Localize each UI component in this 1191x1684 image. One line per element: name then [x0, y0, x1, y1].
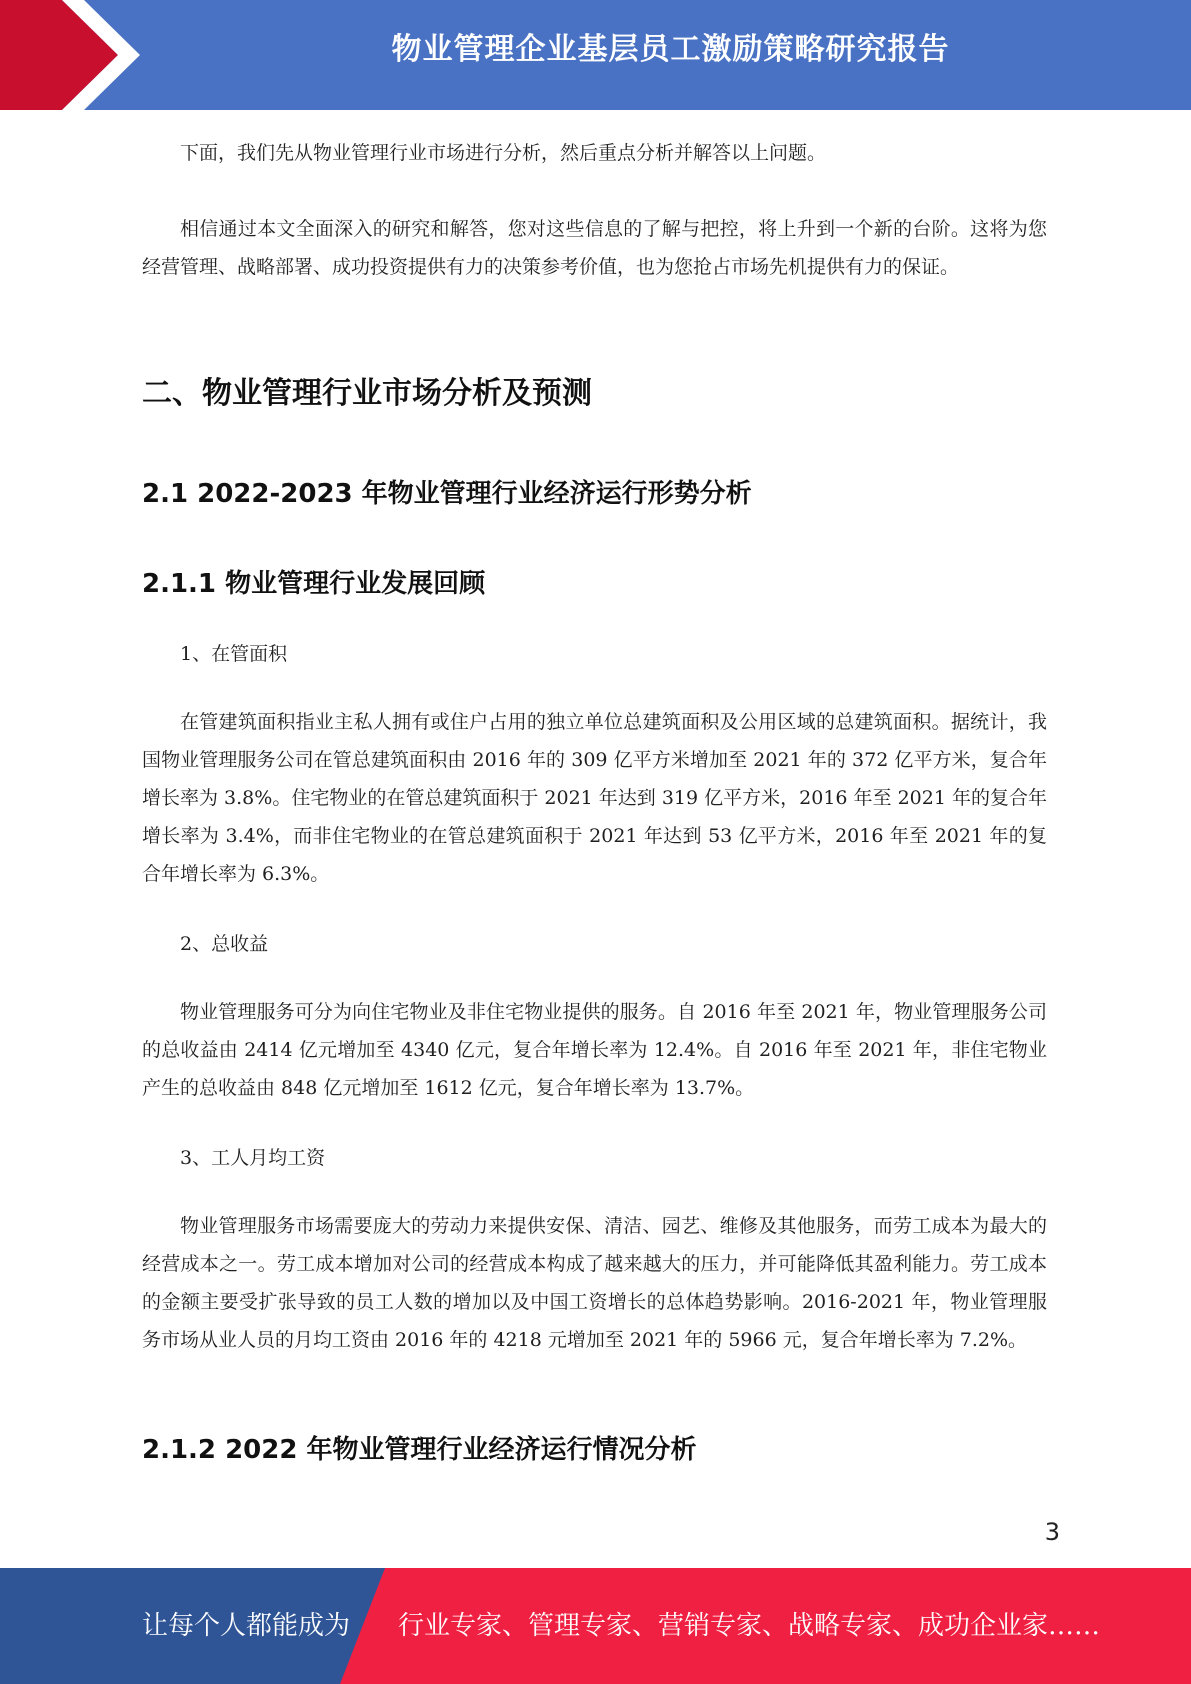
- item-1-label: 1、在管面积: [180, 643, 288, 665]
- item-2-paragraph: 物业管理服务可分为向住宅物业及非住宅物业提供的服务。自 2016 年至 2021 年，物业管理服务公司的总收益由 2414 亿元增加至 4340 亿元，复合年增长率为 12.4%。自 2016 年至 2021 年，非住宅物业产生的总收益由 848 亿元增加至 1612 亿元，复合年增长率为 13.7%。: [142, 1001, 1047, 1099]
- page-number: 3: [1044, 1518, 1060, 1546]
- header-chevron-decoration: [0, 0, 150, 110]
- subsubsection-heading-2: 2.1.2 2022 年物业管理行业经济运行情况分析: [142, 1435, 697, 1465]
- page-footer: [0, 1568, 1191, 1684]
- report-title: 物业管理企业基层员工激励策略研究报告: [391, 32, 950, 67]
- item-2-label: 2、总收益: [180, 933, 269, 955]
- subsection-heading: 2.1 2022-2023 年物业管理行业经济运行形势分析: [142, 479, 752, 509]
- item-3-label: 3、工人月均工资: [180, 1147, 326, 1169]
- section-heading: 二、物业管理行业市场分析及预测: [142, 376, 592, 411]
- intro-paragraph-1: 下面，我们先从物业管理行业市场进行分析，然后重点分析并解答以上问题。: [180, 142, 827, 164]
- footer-slogan-right: 行业专家、管理专家、营销专家、战略专家、成功企业家……: [398, 1611, 1101, 1641]
- item-3-paragraph: 物业管理服务市场需要庞大的劳动力来提供安保、清洁、园艺、维修及其他服务，而劳工成本为最大的经营成本之一。劳工成本增加对公司的经营成本构成了越来越大的压力，并可能降低其盈利能力。劳工成本的金额主要受扩张导致的员工人数的增加以及中国工资增长的总体趋势影响。2016-2021 年，物业管理服务市场从业人员的月均工资由 2016 年的 4218 元增加至 2021 年的 5966 元，复合年增长率为 7.2%。: [142, 1215, 1047, 1351]
- page-header: [0, 0, 1191, 110]
- intro-paragraph-2: 相信通过本文全面深入的研究和解答，您对这些信息的了解与把控，将上升到一个新的台阶。这将为您经营管理、战略部署、成功投资提供有力的决策参考价值，也为您抢占市场先机提供有力的保证。: [142, 218, 1047, 278]
- footer-slogan-left: 让每个人都能成为: [142, 1611, 351, 1641]
- item-1-paragraph: 在管建筑面积指业主私人拥有或住户占用的独立单位总建筑面积及公用区域的总建筑面积。据统计，我国物业管理服务公司在管总建筑面积由 2016 年的 309 亿平方米增加至 2021 年的 372 亿平方米，复合年增长率为 3.8%。住宅物业的在管总建筑面积于 2021 年达到 319 亿平方米，2016 年至 2021 年的复合年增长率为 3.4%，而非住宅物业的在管总建筑面积于 2021 年达到 53 亿平方米，2016 年至 2021 年的复合年增长率为 6.3%。: [142, 711, 1047, 885]
- subsubsection-heading-1: 2.1.1 物业管理行业发展回顾: [142, 569, 486, 599]
